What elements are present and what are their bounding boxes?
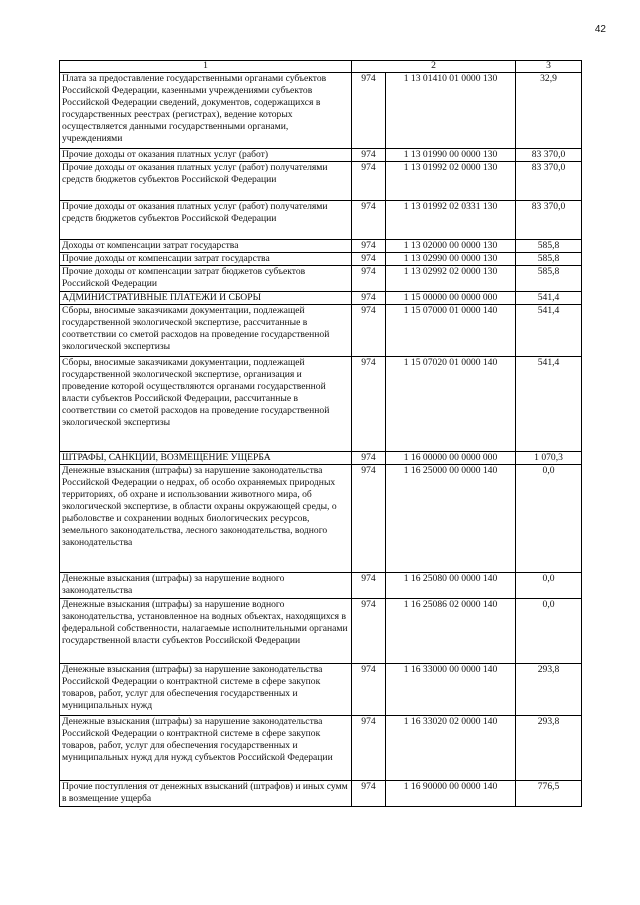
row-name: Прочие доходы от компенсации затрат бюджетов субъектов Российской Федерации — [60, 266, 352, 292]
table-row — [60, 240, 582, 253]
row-amount: 0,0 — [516, 599, 582, 664]
table-row — [60, 716, 582, 781]
row-admin-code: 974 — [352, 240, 386, 253]
revenue-table — [59, 60, 582, 807]
table-row — [60, 292, 582, 305]
row-revenue-code: 1 15 07020 01 0000 140 — [386, 357, 516, 452]
row-revenue-code: 1 16 33020 02 0000 140 — [386, 716, 516, 781]
row-admin-code: 974 — [352, 162, 386, 201]
row-admin-code: 974 — [352, 253, 386, 266]
row-admin-code: 974 — [352, 73, 386, 149]
row-admin-code: 974 — [352, 292, 386, 305]
row-name: Плата за предоставление государственными органами субъектов Российской Федерации, казенными учреждениями субъектов Российской Федерации сведений, документов, содержащихся в государственных реестрах (регистрах), ведение которых осуществляется данными государственными органами, учреждениями — [60, 73, 352, 149]
row-revenue-code: 1 13 01992 02 0331 130 — [386, 201, 516, 240]
row-admin-code: 974 — [352, 465, 386, 573]
row-revenue-code: 1 13 01992 02 0000 130 — [386, 162, 516, 201]
row-amount: 0,0 — [516, 465, 582, 573]
row-revenue-code: 1 15 07000 01 0000 140 — [386, 305, 516, 357]
row-admin-code: 974 — [352, 266, 386, 292]
row-amount: 83 370,0 — [516, 162, 582, 201]
row-admin-code: 974 — [352, 599, 386, 664]
row-revenue-code: 1 16 25086 02 0000 140 — [386, 599, 516, 664]
row-name: Прочие доходы от оказания платных услуг (работ) получателями средств бюджетов субъектов Российской Федерации — [60, 162, 352, 201]
table-row — [60, 452, 582, 465]
table-row — [60, 573, 582, 599]
header-col-1: 1 — [60, 61, 352, 73]
row-admin-code: 974 — [352, 201, 386, 240]
table-row — [60, 266, 582, 292]
row-amount: 293,8 — [516, 664, 582, 716]
row-name: Сборы, вносимые заказчиками документации, подлежащей государственной экологической экспертизе, рассчитанные в соответствии со сметой расходов на проведение государственной экологической экспертизы — [60, 305, 352, 357]
row-amount: 776,5 — [516, 781, 582, 807]
header-col-3: 3 — [516, 61, 582, 73]
row-amount: 541,4 — [516, 357, 582, 452]
row-amount: 83 370,0 — [516, 149, 582, 162]
row-revenue-code: 1 13 02992 02 0000 130 — [386, 266, 516, 292]
row-name: Прочие доходы от оказания платных услуг (работ) — [60, 149, 352, 162]
row-amount: 541,4 — [516, 305, 582, 357]
row-name: Сборы, вносимые заказчиками документации, подлежащей государственной экологической экспертизе, организация и проведение которой осуществляются органами государственной власти субъектов Российской Федерации, рассчитанные в соответствии со сметой расходов на проведение государственной экологической экспертизы — [60, 357, 352, 452]
table-row — [60, 781, 582, 807]
row-amount: 0,0 — [516, 573, 582, 599]
row-admin-code: 974 — [352, 573, 386, 599]
row-name: Денежные взыскания (штрафы) за нарушение законодательства Российской Федерации о недрах, об особо охраняемых природных территориях, об охране и использовании животного мира, об экологической экспертизе, в области охраны окружающей среды, о рыболовстве и сохранении водных биологических ресурсов, земельного законодательства, лесного законодательства, водного законодательства — [60, 465, 352, 573]
row-revenue-code: 1 13 01990 00 0000 130 — [386, 149, 516, 162]
row-admin-code: 974 — [352, 781, 386, 807]
row-revenue-code: 1 13 01410 01 0000 130 — [386, 73, 516, 149]
row-amount: 83 370,0 — [516, 201, 582, 240]
row-name: Денежные взыскания (штрафы) за нарушение законодательства Российской Федерации о контрактной системе в сфере закупок товаров, работ, услуг для обеспечения государственных и муниципальных нужд для нужд субъектов Российской Федерации — [60, 716, 352, 781]
row-admin-code: 974 — [352, 664, 386, 716]
row-name: АДМИНИСТРАТИВНЫЕ ПЛАТЕЖИ И СБОРЫ — [60, 292, 352, 305]
row-name: Денежные взыскания (штрафы) за нарушение водного законодательства — [60, 573, 352, 599]
row-amount: 585,8 — [516, 253, 582, 266]
table-row — [60, 465, 582, 573]
table-row — [60, 599, 582, 664]
row-admin-code: 974 — [352, 305, 386, 357]
row-revenue-code: 1 15 00000 00 0000 000 — [386, 292, 516, 305]
row-amount: 541,4 — [516, 292, 582, 305]
row-amount: 32,9 — [516, 73, 582, 149]
page-number: 42 — [594, 24, 606, 35]
table-row — [60, 664, 582, 716]
table-row — [60, 357, 582, 452]
table-row — [60, 73, 582, 149]
row-amount: 585,8 — [516, 240, 582, 253]
row-admin-code: 974 — [352, 149, 386, 162]
row-revenue-code: 1 13 02000 00 0000 130 — [386, 240, 516, 253]
row-name: Денежные взыскания (штрафы) за нарушение законодательства Российской Федерации о контрактной системе в сфере закупок товаров, работ, услуг для обеспечения государственных и муниципальных нужд — [60, 664, 352, 716]
row-revenue-code: 1 16 00000 00 0000 000 — [386, 452, 516, 465]
header-col-2: 2 — [352, 61, 516, 73]
row-amount: 1 070,3 — [516, 452, 582, 465]
table-row — [60, 305, 582, 357]
table-row — [60, 201, 582, 240]
row-revenue-code: 1 13 02990 00 0000 130 — [386, 253, 516, 266]
row-name: Денежные взыскания (штрафы) за нарушение водного законодательства, установленное на водных объектах, находящихся в федеральной собственности, налагаемые исполнительными органами государственной власти субъектов Российской Федерации — [60, 599, 352, 664]
row-admin-code: 974 — [352, 452, 386, 465]
table-row — [60, 253, 582, 266]
table-row — [60, 149, 582, 162]
row-revenue-code: 1 16 25080 00 0000 140 — [386, 573, 516, 599]
table-header-row — [60, 61, 582, 73]
row-revenue-code: 1 16 33000 00 0000 140 — [386, 664, 516, 716]
row-name: Прочие доходы от оказания платных услуг (работ) получателями средств бюджетов субъектов Российской Федерации — [60, 201, 352, 240]
row-name: Доходы от компенсации затрат государства — [60, 240, 352, 253]
row-name: Прочие поступления от денежных взысканий (штрафов) и иных сумм в возмещение ущерба — [60, 781, 352, 807]
row-name: Прочие доходы от компенсации затрат государства — [60, 253, 352, 266]
row-amount: 293,8 — [516, 716, 582, 781]
row-amount: 585,8 — [516, 266, 582, 292]
row-name: ШТРАФЫ, САНКЦИИ, ВОЗМЕЩЕНИЕ УЩЕРБА — [60, 452, 352, 465]
row-revenue-code: 1 16 25000 00 0000 140 — [386, 465, 516, 573]
row-admin-code: 974 — [352, 716, 386, 781]
row-revenue-code: 1 16 90000 00 0000 140 — [386, 781, 516, 807]
table-row — [60, 162, 582, 201]
row-admin-code: 974 — [352, 357, 386, 452]
